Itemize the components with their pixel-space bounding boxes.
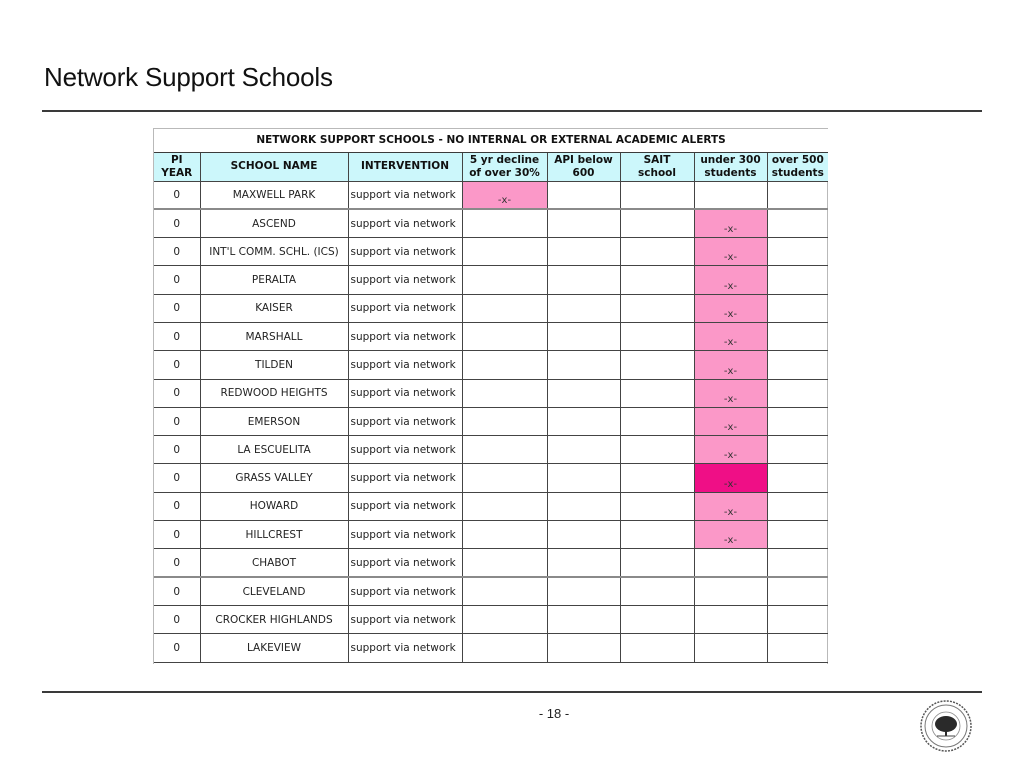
cell-sait-school — [620, 351, 694, 379]
cell-over-500-students — [767, 407, 828, 435]
cell-intervention: support via network — [348, 407, 462, 435]
cell-over-500-students — [767, 634, 828, 662]
column-header-line: of over 30% — [469, 166, 540, 179]
cell-sait-school — [620, 549, 694, 577]
cell-under-300-students: -x- — [694, 209, 767, 237]
column-header-five-yr-decline — [462, 152, 547, 181]
cell-school-name: ASCEND — [200, 209, 348, 237]
cell-five-yr-decline — [462, 238, 547, 266]
column-header-api-below-600 — [547, 152, 620, 181]
cell-over-500-students — [767, 577, 828, 605]
cell-five-yr-decline — [462, 436, 547, 464]
cell-api-below-600 — [547, 549, 620, 577]
cell-intervention: support via network — [348, 238, 462, 266]
cell-five-yr-decline — [462, 492, 547, 520]
cell-over-500-students — [767, 379, 828, 407]
schools-table — [154, 129, 828, 663]
column-header-line: school — [638, 166, 676, 179]
cell-sait-school — [620, 605, 694, 633]
column-header-line: over 500 — [771, 153, 824, 166]
cell-intervention: support via network — [348, 577, 462, 605]
column-header-pi-year — [154, 152, 200, 181]
cell-over-500-students — [767, 521, 828, 549]
cell-school-name: MAXWELL PARK — [200, 181, 348, 209]
cell-pi-year: 0 — [154, 605, 200, 633]
cell-intervention: support via network — [348, 549, 462, 577]
cell-api-below-600 — [547, 209, 620, 237]
column-header-line: YEAR — [161, 166, 193, 179]
table-row — [154, 238, 828, 266]
table-row — [154, 577, 828, 605]
cell-school-name: EMERSON — [200, 407, 348, 435]
cell-school-name: PERALTA — [200, 266, 348, 294]
table-row — [154, 351, 828, 379]
cell-pi-year: 0 — [154, 181, 200, 209]
cell-over-500-students — [767, 605, 828, 633]
school-district-seal-icon — [920, 700, 972, 752]
cell-five-yr-decline — [462, 634, 547, 662]
cell-sait-school — [620, 238, 694, 266]
cell-intervention: support via network — [348, 492, 462, 520]
cell-intervention: support via network — [348, 464, 462, 492]
column-header-school-name — [200, 152, 348, 181]
cell-under-300-students: -x- — [694, 492, 767, 520]
column-header-line: students — [771, 166, 824, 179]
column-header-line: SAIT — [643, 153, 671, 166]
cell-five-yr-decline — [462, 351, 547, 379]
cell-api-below-600 — [547, 407, 620, 435]
cell-school-name: LAKEVIEW — [200, 634, 348, 662]
cell-school-name: CROCKER HIGHLANDS — [200, 605, 348, 633]
column-header-under-300-students — [694, 152, 767, 181]
cell-sait-school — [620, 181, 694, 209]
cell-five-yr-decline — [462, 209, 547, 237]
cell-five-yr-decline — [462, 521, 547, 549]
cell-pi-year: 0 — [154, 464, 200, 492]
table-caption: NETWORK SUPPORT SCHOOLS - NO INTERNAL OR EXTERNAL ACADEMIC ALERTS — [154, 129, 828, 152]
cell-five-yr-decline — [462, 322, 547, 350]
cell-five-yr-decline — [462, 605, 547, 633]
cell-over-500-students — [767, 464, 828, 492]
table-caption-row — [154, 129, 828, 152]
cell-sait-school — [620, 464, 694, 492]
table-row — [154, 436, 828, 464]
cell-pi-year: 0 — [154, 266, 200, 294]
column-header-sait-school — [620, 152, 694, 181]
footer-divider — [42, 691, 982, 693]
cell-pi-year: 0 — [154, 351, 200, 379]
cell-under-300-students: -x- — [694, 294, 767, 322]
cell-pi-year: 0 — [154, 294, 200, 322]
table-row — [154, 322, 828, 350]
cell-api-below-600 — [547, 294, 620, 322]
cell-sait-school — [620, 266, 694, 294]
cell-intervention: support via network — [348, 266, 462, 294]
table-row — [154, 634, 828, 662]
cell-api-below-600 — [547, 266, 620, 294]
cell-over-500-students — [767, 351, 828, 379]
cell-api-below-600 — [547, 605, 620, 633]
cell-sait-school — [620, 294, 694, 322]
cell-under-300-students — [694, 634, 767, 662]
table-body — [154, 181, 828, 662]
cell-sait-school — [620, 492, 694, 520]
cell-over-500-students — [767, 238, 828, 266]
cell-under-300-students — [694, 577, 767, 605]
cell-over-500-students — [767, 322, 828, 350]
cell-school-name: CHABOT — [200, 549, 348, 577]
table-row — [154, 181, 828, 209]
page-title: Network Support Schools — [44, 62, 333, 92]
column-header-line: SCHOOL NAME — [230, 160, 318, 172]
cell-intervention: support via network — [348, 322, 462, 350]
table-row — [154, 521, 828, 549]
cell-under-300-students: -x- — [694, 436, 767, 464]
column-header-line: 5 yr decline — [469, 153, 540, 166]
cell-over-500-students — [767, 492, 828, 520]
cell-api-below-600 — [547, 436, 620, 464]
cell-sait-school — [620, 577, 694, 605]
table-row — [154, 549, 828, 577]
cell-over-500-students — [767, 181, 828, 209]
table-row — [154, 266, 828, 294]
cell-sait-school — [620, 407, 694, 435]
cell-under-300-students: -x- — [694, 464, 767, 492]
cell-sait-school — [620, 634, 694, 662]
cell-five-yr-decline — [462, 577, 547, 605]
cell-intervention: support via network — [348, 634, 462, 662]
column-header-line: under 300 — [700, 153, 761, 166]
cell-sait-school — [620, 521, 694, 549]
cell-five-yr-decline: -x- — [462, 181, 547, 209]
cell-under-300-students: -x- — [694, 238, 767, 266]
cell-intervention: support via network — [348, 294, 462, 322]
cell-five-yr-decline — [462, 464, 547, 492]
table-row — [154, 464, 828, 492]
cell-intervention: support via network — [348, 351, 462, 379]
cell-over-500-students — [767, 549, 828, 577]
cell-school-name: KAISER — [200, 294, 348, 322]
column-header-line: INTERVENTION — [361, 160, 449, 172]
network-support-schools-table — [153, 128, 828, 664]
cell-pi-year: 0 — [154, 209, 200, 237]
cell-sait-school — [620, 322, 694, 350]
cell-api-below-600 — [547, 379, 620, 407]
cell-sait-school — [620, 379, 694, 407]
cell-under-300-students: -x- — [694, 322, 767, 350]
cell-pi-year: 0 — [154, 436, 200, 464]
table-row — [154, 492, 828, 520]
column-header-line: PI — [170, 153, 183, 166]
cell-api-below-600 — [547, 634, 620, 662]
cell-school-name: HILLCREST — [200, 521, 348, 549]
column-header-line: students — [704, 166, 757, 179]
cell-pi-year: 0 — [154, 322, 200, 350]
cell-api-below-600 — [547, 238, 620, 266]
cell-intervention: support via network — [348, 436, 462, 464]
cell-under-300-students — [694, 181, 767, 209]
table-header-row — [154, 152, 828, 181]
cell-pi-year: 0 — [154, 492, 200, 520]
cell-under-300-students — [694, 549, 767, 577]
table-row — [154, 209, 828, 237]
cell-pi-year: 0 — [154, 379, 200, 407]
cell-under-300-students: -x- — [694, 407, 767, 435]
cell-five-yr-decline — [462, 549, 547, 577]
cell-under-300-students: -x- — [694, 379, 767, 407]
cell-five-yr-decline — [462, 379, 547, 407]
table-row — [154, 605, 828, 633]
cell-school-name: INT'L COMM. SCHL. (ICS) — [200, 238, 348, 266]
cell-intervention: support via network — [348, 379, 462, 407]
cell-over-500-students — [767, 266, 828, 294]
cell-five-yr-decline — [462, 266, 547, 294]
cell-school-name: REDWOOD HEIGHTS — [200, 379, 348, 407]
cell-intervention: support via network — [348, 521, 462, 549]
cell-pi-year: 0 — [154, 521, 200, 549]
cell-school-name: HOWARD — [200, 492, 348, 520]
cell-pi-year: 0 — [154, 577, 200, 605]
cell-over-500-students — [767, 436, 828, 464]
column-header-intervention — [348, 152, 462, 181]
cell-under-300-students: -x- — [694, 266, 767, 294]
cell-api-below-600 — [547, 464, 620, 492]
cell-school-name: MARSHALL — [200, 322, 348, 350]
column-header-over-500-students — [767, 152, 828, 181]
cell-sait-school — [620, 209, 694, 237]
cell-api-below-600 — [547, 322, 620, 350]
table-row — [154, 294, 828, 322]
cell-pi-year: 0 — [154, 407, 200, 435]
page-number: - 18 - — [538, 706, 570, 721]
cell-under-300-students: -x- — [694, 351, 767, 379]
column-header-line: 600 — [572, 166, 595, 179]
cell-school-name: TILDEN — [200, 351, 348, 379]
table-row — [154, 379, 828, 407]
cell-sait-school — [620, 436, 694, 464]
cell-pi-year: 0 — [154, 634, 200, 662]
cell-five-yr-decline — [462, 294, 547, 322]
table-row — [154, 407, 828, 435]
cell-pi-year: 0 — [154, 549, 200, 577]
cell-api-below-600 — [547, 521, 620, 549]
cell-under-300-students: -x- — [694, 521, 767, 549]
cell-five-yr-decline — [462, 407, 547, 435]
cell-pi-year: 0 — [154, 238, 200, 266]
cell-api-below-600 — [547, 492, 620, 520]
column-header-line: API below — [554, 153, 613, 166]
cell-intervention: support via network — [348, 605, 462, 633]
cell-intervention: support via network — [348, 209, 462, 237]
cell-api-below-600 — [547, 181, 620, 209]
cell-under-300-students — [694, 605, 767, 633]
cell-over-500-students — [767, 294, 828, 322]
cell-intervention: support via network — [348, 181, 462, 209]
cell-school-name: LA ESCUELITA — [200, 436, 348, 464]
cell-school-name: CLEVELAND — [200, 577, 348, 605]
cell-api-below-600 — [547, 577, 620, 605]
cell-over-500-students — [767, 209, 828, 237]
cell-school-name: GRASS VALLEY — [200, 464, 348, 492]
title-divider — [42, 110, 982, 112]
cell-api-below-600 — [547, 351, 620, 379]
